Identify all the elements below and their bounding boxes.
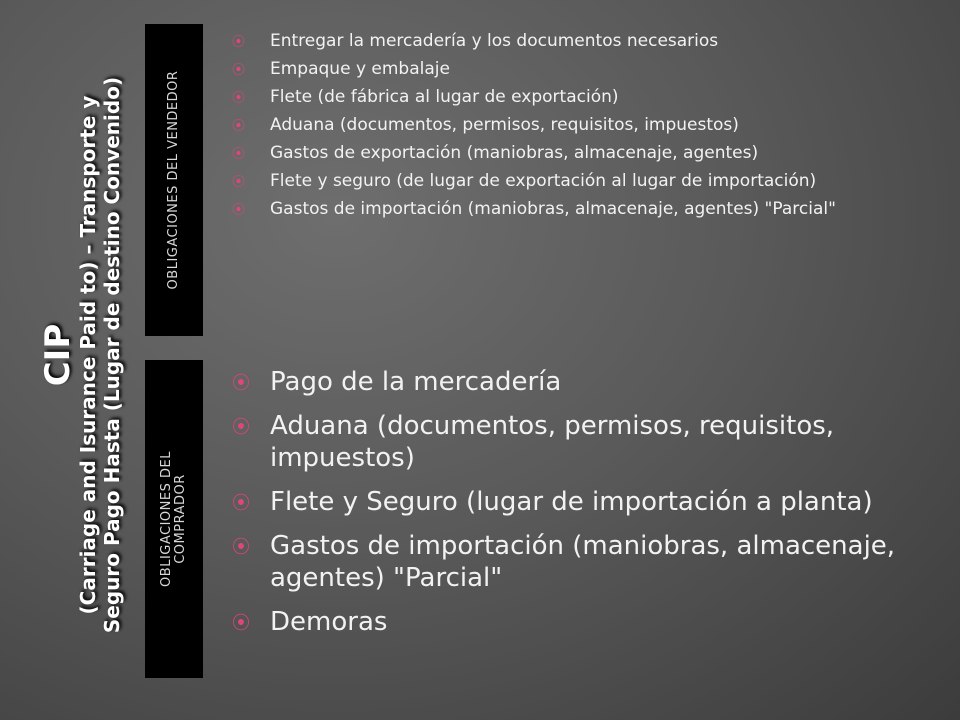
bullet-icon: ⦿	[232, 175, 246, 190]
buyer-band	[145, 360, 203, 678]
list-item	[232, 530, 942, 594]
list-item-text: Aduana (documentos, permisos, requisitos, impuestos)	[270, 411, 835, 473]
bullet-icon: ⦿	[232, 493, 250, 514]
list-item-text: Gastos de exportación (maniobras, almacenaje, agentes)	[270, 143, 759, 163]
list-item-text: Flete y Seguro (lugar de importación a planta)	[270, 487, 873, 517]
list-item-text: Empaque y embalaje	[270, 59, 450, 79]
list-item	[232, 366, 942, 398]
bullet-icon: ⦿	[232, 203, 246, 218]
bullet-icon: ⦿	[232, 417, 250, 438]
bullet-icon: ⦿	[232, 373, 250, 394]
list-item	[232, 486, 942, 518]
list-item	[232, 606, 942, 638]
list-item-text: Demoras	[270, 607, 388, 637]
list-item	[232, 200, 942, 219]
slide-title-text	[20, 25, 144, 685]
bullet-icon: ⦿	[232, 119, 246, 134]
bullet-icon: ⦿	[232, 613, 250, 634]
title-main: CIP	[38, 323, 78, 387]
slide-title	[20, 20, 144, 690]
list-item	[232, 172, 942, 191]
seller-band	[145, 24, 203, 336]
bullet-icon: ⦿	[232, 63, 246, 78]
list-item	[232, 144, 942, 163]
seller-band-label: OBLIGACIONES DEL VENDEDOR	[166, 70, 181, 290]
list-item-text: Gastos de importación (maniobras, almacenaje, agentes) "Parcial"	[270, 531, 896, 593]
title-line-1: (Carriage and Isurance Paid to) – Transporte y	[76, 95, 100, 615]
list-item-text: Flete y seguro (de lugar de exportación al lugar de importación)	[270, 171, 817, 191]
list-item	[232, 116, 942, 135]
list-item-text: Entregar la mercadería y los documentos necesarios	[270, 31, 719, 51]
list-item	[232, 60, 942, 79]
title-line-2: Seguro Pago Hasta (Lugar de destino Convenido)	[100, 76, 124, 634]
seller-obligations-list	[232, 32, 942, 228]
list-item-text: Flete (de fábrica al lugar de exportación)	[270, 87, 619, 107]
list-item	[232, 88, 942, 107]
list-item-text: Pago de la mercadería	[270, 367, 562, 397]
bullet-icon: ⦿	[232, 91, 246, 106]
buyer-obligations-list	[232, 366, 942, 650]
bullet-icon: ⦿	[232, 537, 250, 558]
list-item	[232, 32, 942, 51]
buyer-band-label: OBLIGACIONES DEL COMPRADOR	[159, 451, 188, 587]
bullet-icon: ⦿	[232, 147, 246, 162]
list-item-text: Gastos de importación (maniobras, almacenaje, agentes) "Parcial"	[270, 199, 836, 219]
list-item	[232, 410, 942, 474]
list-item-text: Aduana (documentos, permisos, requisitos, impuestos)	[270, 115, 739, 135]
bullet-icon: ⦿	[232, 35, 246, 50]
